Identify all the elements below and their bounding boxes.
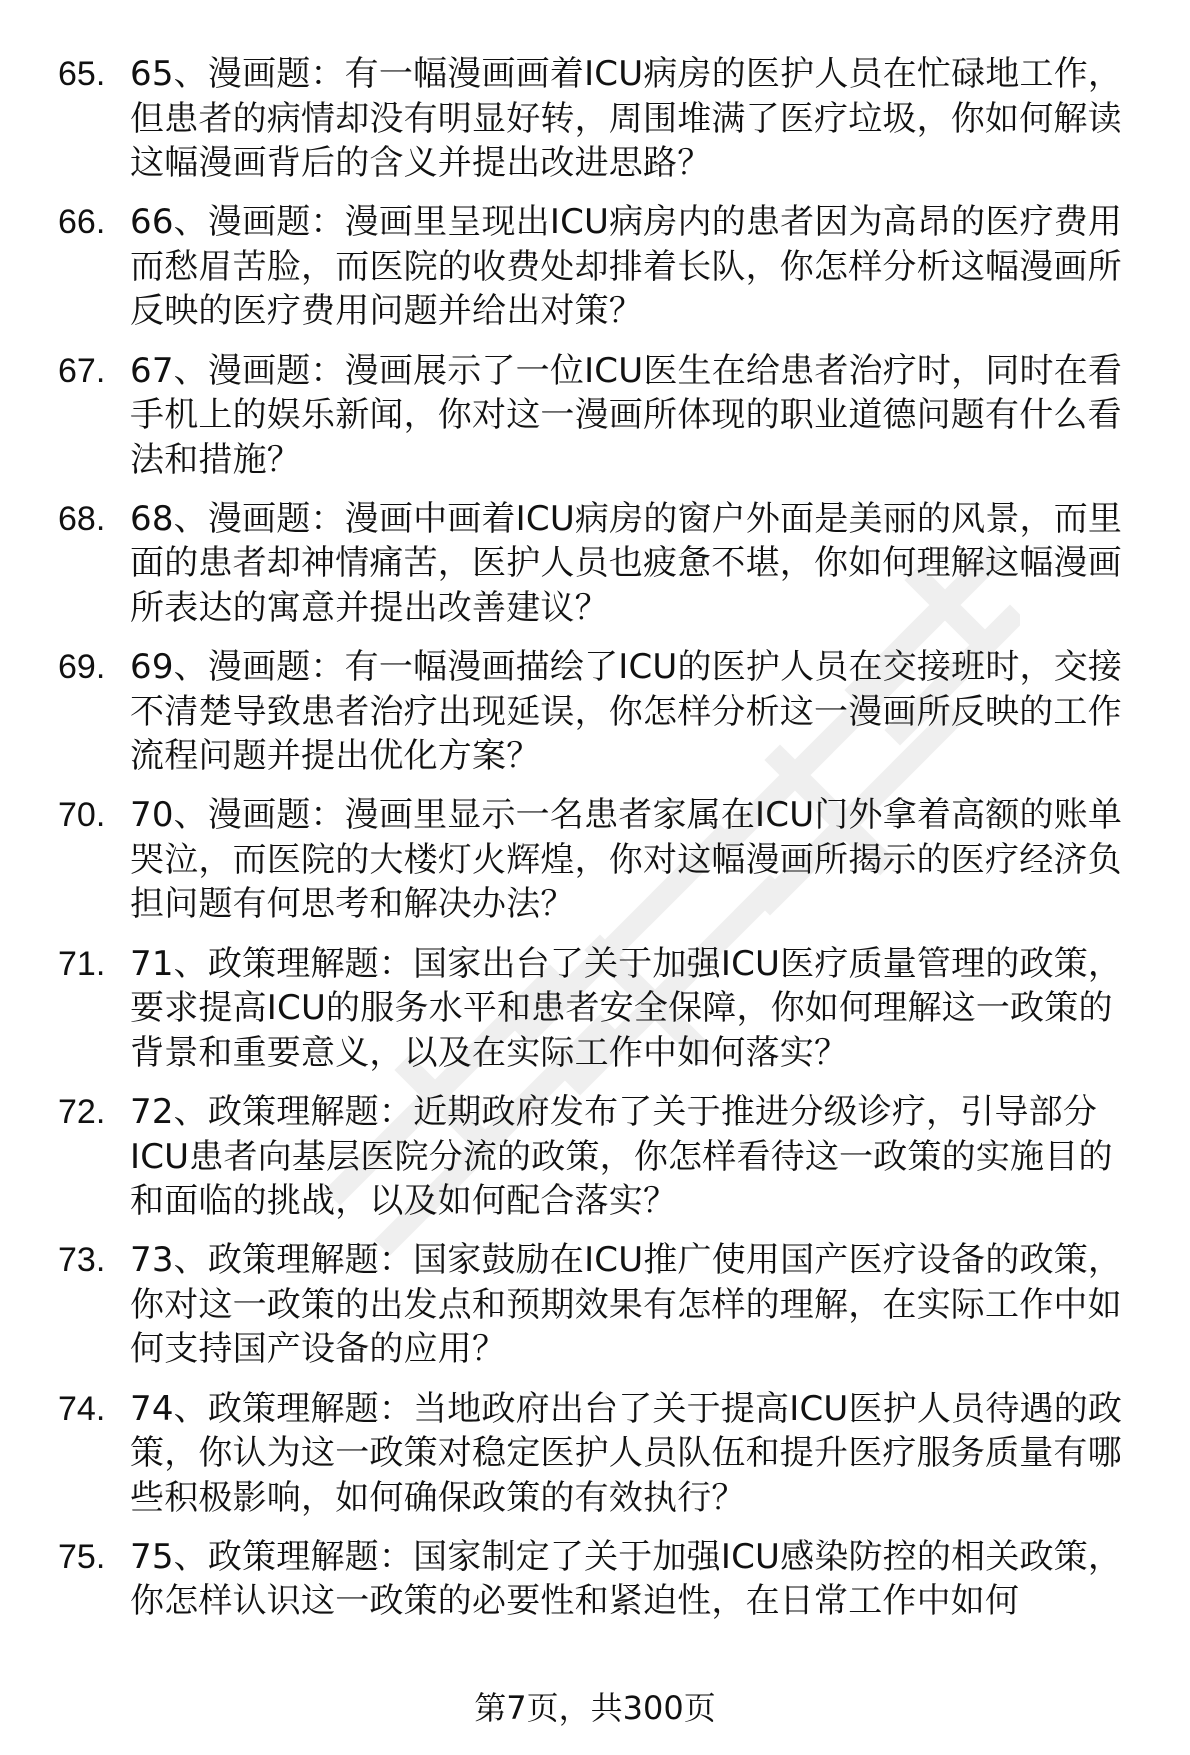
- question-item: [0, 793, 1190, 927]
- question-text: 70、漫画题：漫画里显示一名患者家属在ICU门外拿着高额的账单哭泣，而医院的大楼灯火辉煌，你对这幅漫画所揭示的医疗经济负担问题有何思考和解决办法？: [130, 795, 1123, 925]
- question-number: 73.: [58, 1241, 106, 1280]
- question-item: [0, 497, 1190, 631]
- question-item: [0, 1387, 1190, 1521]
- page-footer: 第7页，共300页: [474, 1689, 716, 1727]
- question-item: [0, 200, 1190, 334]
- question-text: 66、漫画题：漫画里呈现出ICU病房内的患者因为高昂的医疗费用而愁眉苦脸，而医院的收费处却排着长队，你怎样分析这幅漫画所反映的医疗费用问题并给出对策？: [130, 202, 1123, 332]
- question-text: 72、政策理解题：近期政府发布了关于推进分级诊疗，引导部分ICU患者向基层医院分流的政策，你怎样看待这一政策的实施目的和面临的挑战，以及如何配合落实？: [130, 1092, 1113, 1222]
- question-item: [0, 1090, 1190, 1224]
- question-item: [0, 52, 1190, 186]
- question-item: [0, 1238, 1190, 1372]
- question-number: 70.: [58, 796, 106, 835]
- question-number: 66.: [58, 203, 106, 242]
- question-number: 71.: [58, 944, 106, 983]
- question-text: 75、政策理解题：国家制定了关于加强ICU感染防控的相关政策，你怎样认识这一政策的必要性和紧迫性，在日常工作中如何: [130, 1536, 1123, 1622]
- question-number: 69.: [58, 648, 106, 687]
- question-text: 71、政策理解题：国家出台了关于加强ICU医疗质量管理的政策，要求提高ICU的服务水平和患者安全保障，你如何理解这一政策的背景和重要意义，以及在实际工作中如何落实？: [130, 943, 1123, 1073]
- question-item: [0, 645, 1190, 779]
- question-number: 65.: [58, 55, 106, 93]
- question-text: 68、漫画题：漫画中画着ICU病房的窗户外面是美丽的风景，而里面的患者却神情痛苦，医护人员也疲惫不堪，你如何理解这幅漫画所表达的寓意并提出改善建议？: [130, 498, 1123, 628]
- question-number: 68.: [58, 499, 106, 538]
- question-list: [0, 52, 1190, 1639]
- question-text: 65、漫画题：有一幅漫画画着ICU病房的医护人员在忙碌地工作，但患者的病情却没有明显好转，周围堆满了医疗垃圾，你如何解读这幅漫画背后的含义并提出改进思路？: [130, 54, 1123, 183]
- question-text: 74、政策理解题：当地政府出台了关于提高ICU医护人员待遇的政策，你认为这一政策对稳定医护人员队伍和提升医疗服务质量有哪些积极影响，如何确保政策的有效执行？: [130, 1388, 1123, 1518]
- question-text: 73、政策理解题：国家鼓励在ICU推广使用国产医疗设备的政策，你对这一政策的出发点和预期效果有怎样的理解，在实际工作中如何支持国产设备的应用？: [130, 1240, 1123, 1370]
- question-text: 67、漫画题：漫画展示了一位ICU医生在给患者治疗时，同时在看手机上的娱乐新闻，你对这一漫画所体现的职业道德问题有什么看法和措施？: [130, 350, 1123, 480]
- question-number: 72.: [58, 1093, 106, 1132]
- question-text: 69、漫画题：有一幅漫画描绘了ICU的医护人员在交接班时，交接不清楚导致患者治疗出现延误，你怎样分析这一漫画所反映的工作流程问题并提出优化方案？: [130, 647, 1123, 777]
- question-item: [0, 1535, 1190, 1624]
- question-number: 75.: [58, 1537, 106, 1576]
- question-number: 67.: [58, 351, 106, 390]
- question-item: [0, 942, 1190, 1076]
- question-item: [0, 349, 1190, 483]
- question-number: 74.: [58, 1389, 106, 1428]
